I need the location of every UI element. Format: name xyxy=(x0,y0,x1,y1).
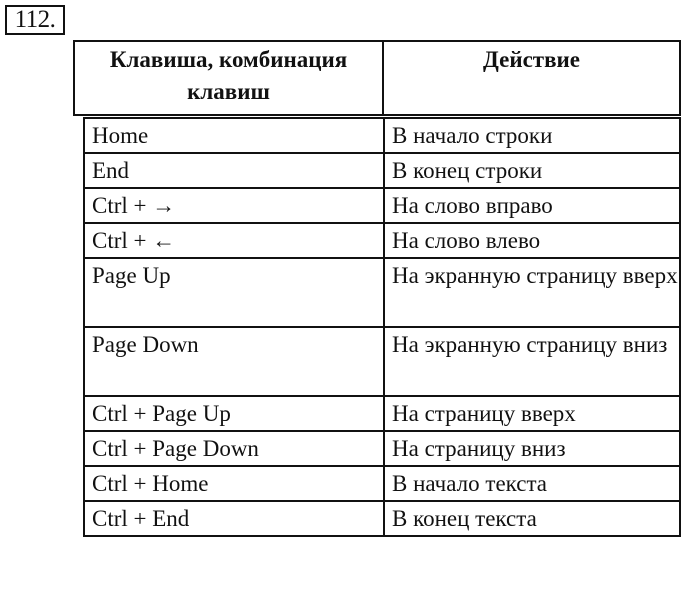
table-row xyxy=(84,258,680,327)
action-cell: На страницу вниз xyxy=(384,431,680,466)
action-cell: На слово вправо xyxy=(384,188,680,223)
table-row xyxy=(84,327,680,396)
header-key-column: Клавиша, комбинация клавиш xyxy=(74,41,383,115)
action-cell: В конец строки xyxy=(384,153,680,188)
table-header xyxy=(73,40,681,116)
action-cell: На страницу вверх xyxy=(384,396,680,431)
action-cell: На слово влево xyxy=(384,223,680,258)
table-row xyxy=(84,188,680,223)
key-cell: Page Up xyxy=(84,258,384,327)
table-row xyxy=(84,153,680,188)
key-cell: Ctrl + ← xyxy=(84,223,384,258)
task-number: 112. xyxy=(5,5,65,35)
action-cell: В начало строки xyxy=(384,118,680,153)
table-row xyxy=(84,118,680,153)
key-cell: Ctrl + Page Down xyxy=(84,431,384,466)
action-cell: На экранную страницу вверх xyxy=(384,258,680,327)
header-action-column: Действие xyxy=(383,41,680,115)
key-cell: Ctrl + End xyxy=(84,501,384,536)
key-cell: Page Down xyxy=(84,327,384,396)
table-row xyxy=(84,501,680,536)
key-cell: Ctrl + Page Up xyxy=(84,396,384,431)
table-row xyxy=(84,466,680,501)
action-cell: На экранную страницу вниз xyxy=(384,327,680,396)
shortcuts-table xyxy=(83,117,681,537)
action-cell: В конец текста xyxy=(384,501,680,536)
key-cell: Ctrl + Home xyxy=(84,466,384,501)
table-row xyxy=(84,223,680,258)
action-cell: В начало текста xyxy=(384,466,680,501)
table-row xyxy=(84,431,680,466)
key-cell: Home xyxy=(84,118,384,153)
table-row xyxy=(84,396,680,431)
key-cell: End xyxy=(84,153,384,188)
key-cell: Ctrl + → xyxy=(84,188,384,223)
